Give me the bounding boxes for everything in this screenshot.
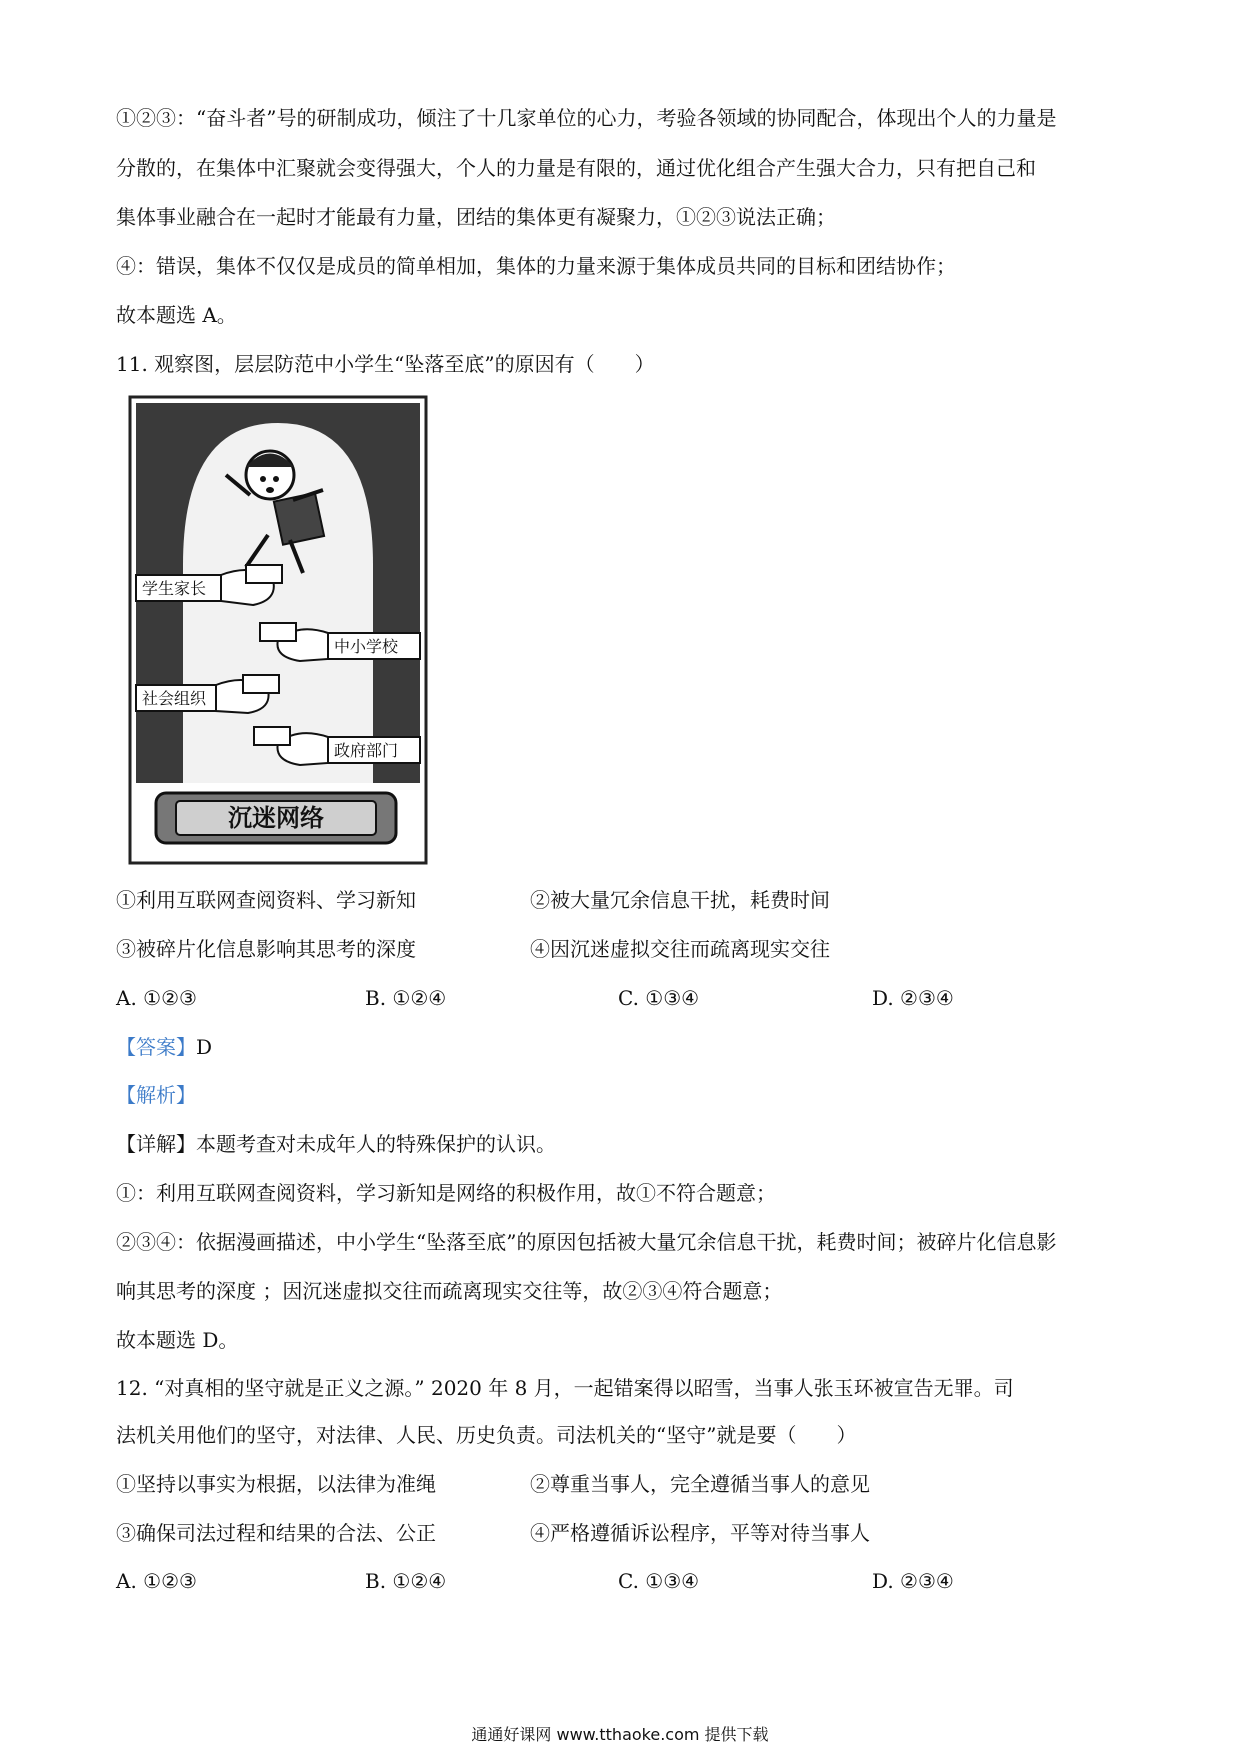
svg-text:政府部门: 政府部门 [334, 741, 399, 760]
detail-line [116, 1129, 556, 1159]
answer-choice: D. ②③④ [872, 986, 954, 1010]
answer-choice: A. ①②③ [116, 1569, 197, 1593]
svg-text:中小学校: 中小学校 [334, 637, 399, 656]
explanation-line: 故本题选 D。 [116, 1328, 239, 1352]
phone-addiction-base [156, 793, 396, 843]
paragraph-line: ①②③：“奋斗者”号的研制成功，倾注了十几家单位的心力，考验各领域的协同配合，体现出个人的力量是 [116, 106, 1057, 130]
paragraph-line: 分散的，在集体中汇聚就会变得强大，个人的力量是有限的，通过优化组合产生强大合力，只有把自己和 [116, 156, 1036, 180]
answer-choice: A. ①②③ [116, 986, 197, 1010]
answer-value: D [196, 1035, 213, 1059]
explanation-line: ①：利用互联网查阅资料，学习新知是网络的积极作用，故①不符合题意； [116, 1181, 776, 1205]
option-item: ②被大量冗余信息干扰，耗费时间 [530, 888, 830, 912]
answer-choice: D. ②③④ [872, 1569, 954, 1593]
answer-choice: C. ①③④ [618, 986, 700, 1010]
answer-tag: 【答案】 [116, 1035, 196, 1059]
option-item: ①利用互联网查阅资料、学习新知 [116, 888, 416, 912]
paragraph-line: ④：错误，集体不仅仅是成员的简单相加，集体的力量来源于集体成员共同的目标和团结协作； [116, 254, 956, 278]
answer-line [116, 1032, 212, 1062]
detail-tag: 【详解】 [116, 1132, 196, 1156]
answer-choice: C. ①③④ [618, 1569, 700, 1593]
cartoon-image [128, 395, 428, 865]
answer-choice: B. ①②④ [365, 1569, 447, 1593]
detail-text: 本题考查对未成年人的特殊保护的认识。 [196, 1132, 556, 1156]
paragraph-line: 集体事业融合在一起时才能最有力量，团结的集体更有凝聚力，①②③说法正确； [116, 205, 836, 229]
option-item: ④因沉迷虚拟交往而疏离现实交往 [530, 937, 830, 961]
option-item: ③被碎片化信息影响其思考的深度 [116, 937, 416, 961]
paragraph-line: 故本题选 A。 [116, 303, 237, 327]
option-item: ②尊重当事人，完全遵循当事人的意见 [530, 1472, 870, 1496]
svg-text:社会组织: 社会组织 [142, 689, 207, 708]
option-item: ③确保司法过程和结果的合法、公正 [116, 1521, 436, 1545]
svg-text:沉迷网络: 沉迷网络 [228, 804, 324, 832]
option-item: ①坚持以事实为根据，以法律为准绳 [116, 1472, 436, 1496]
question-12-stem: 12. “对真相的坚守就是正义之源。” 2020 年 8 月，一起错案得以昭雪，当事人张玉环被宣告无罪。司 [116, 1376, 1014, 1400]
option-item: ④严格遵循诉讼程序，平等对待当事人 [530, 1521, 870, 1545]
explanation-line: 响其思考的深度 ；因沉迷虚拟交往而疏离现实交往等，故②③④符合题意； [116, 1279, 783, 1303]
explanation-line: ②③④：依据漫画描述，中小学生“坠落至底”的原因包括被大量冗余信息干扰，耗费时间；被碎片化信息影 [116, 1230, 1057, 1254]
answer-choice: B. ①②④ [365, 986, 447, 1010]
page-footer: 通通好课网 www.tthaoke.com 提供下载 [471, 1725, 769, 1744]
question-11-stem: 11. 观察图，层层防范中小学生“坠落至底”的原因有（ ） [116, 352, 655, 376]
analysis-heading: 【解析】 [116, 1083, 196, 1107]
question-12-stem: 法机关用他们的坚守，对法律、人民、历史负责。司法机关的“坚守”就是要（ ） [116, 1423, 857, 1447]
svg-text:学生家长: 学生家长 [142, 579, 207, 598]
